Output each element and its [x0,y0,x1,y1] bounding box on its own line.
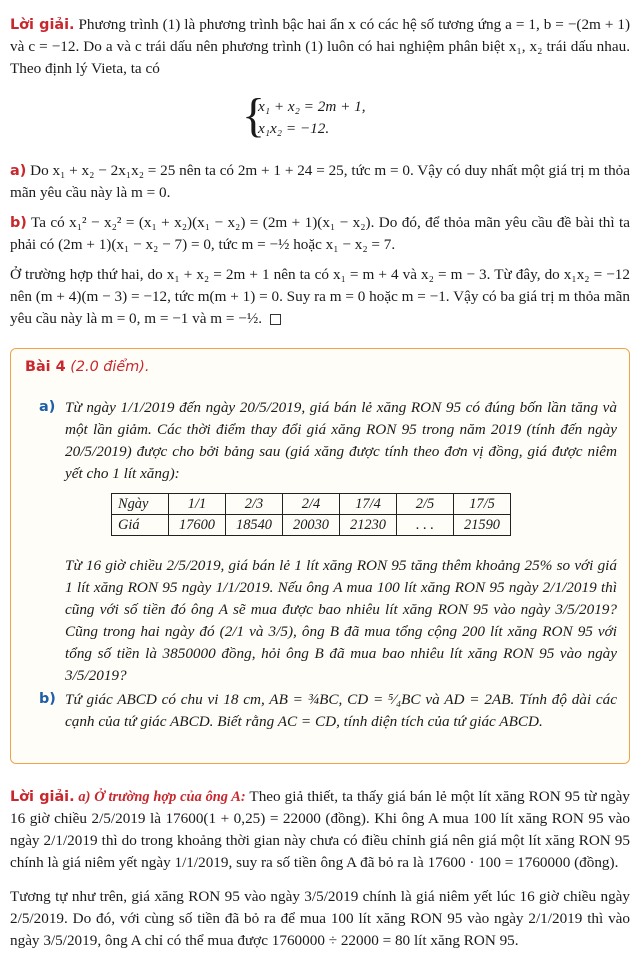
part-b-lead: b) [10,215,27,231]
problem-box [10,348,630,764]
problem-title [25,359,150,375]
table-cell: 17/5 [454,494,511,515]
solution-text: Theo giả thiết, ta thấy giá bán lẻ một lít xăng RON 95 từ ngày 16 giờ chiều 2/5/2019 là 17600(1 + 0,25) = 22000 (đồng). Khi ông A mua 100 lít xăng RON 95 vào ngày 2/1/2019 thì do trong khoảng thời gian này chưa có điều chỉnh giá nên giá một lít xăng RON 95 chính là giá niêm yết ngày 1/1/2019, suy ra số tiền ông A đã bỏ ra là 17600 · 100 = 1760000 (đồng). [10,788,630,871]
table-cell: . . . [397,515,454,536]
table-cell: 2/5 [397,494,454,515]
part-b-text: Ta có x₁² − x₂² = (x₁ + x₂)(x₁ − x₂) = (2m + 1)(x₁ − x₂). Do đó, để thỏa mãn yêu cầu đề bài thì ta phải có (2m + 1)(x₁ − x₂ − 7) = 0, tức m = −½ hoặc x₁ − x₂ = 7. [10,214,630,253]
table-cell: 18540 [226,515,283,536]
item-b-label: b) [39,691,56,707]
solution-text-2: Tương tự như trên, giá xăng RON 95 vào ngày 3/5/2019 chính là giá niêm yết lúc 16 giờ chiều ngày 2/5/2019. Do đó, với cùng số tiền đã bỏ ra để mua 100 lít xăng RON 95 vào ngày 2/1/2019 thì vào ngày 3/5/2019, ông A chỉ có thể mua được 1760000 ÷ 22000 = 80 lít xăng RON 95. [10,888,630,949]
table-cell: 17/4 [340,494,397,515]
system-brace: { [242,89,266,142]
table-cell: 2/4 [283,494,340,515]
table-cell: 1/1 [169,494,226,515]
table-cell: Ngày [112,494,169,515]
part-a-lead: a) [10,163,27,179]
table-row [112,494,511,515]
table-cell: 21590 [454,515,511,536]
table-row [112,515,511,536]
vieta-system [242,89,502,142]
intro-paragraph [10,14,630,80]
table-cell: Giá [112,515,169,536]
table-cell: 21230 [340,515,397,536]
qed-square-icon [270,314,281,325]
part-b-paragraph [10,212,630,256]
solution-lead: Lời giải. [10,789,75,805]
case2-text: Ở trường hợp thứ hai, do x₁ + x₂ = 2m + 1 nên ta có x₁ = m + 4 và x₂ = m − 3. Từ đây, do x₁x₂ = −12 nên (m + 4)(m − 3) = −12, tức m(m + 1) = 0. Suy ra m = 0 hoặc m = −1. Vậy có ba giá trị m thỏa mãn yêu cầu này là m = 0, m = −1 và m = −½. [10,266,630,327]
item-a-text-2: Từ 16 giờ chiều 2/5/2019, giá bán lẻ 1 lít xăng RON 95 tăng thêm khoảng 25% so với giá 1 lít xăng RON 95 ngày 1/1/2019. Nếu ông A mua 100 lít xăng RON 95 ngày 2/1/2019 thì cũng với số tiền đó ông A sẽ mua được bao nhiêu lít xăng RON 95 vào ngày 3/5/2019? Cũng trong hai ngày đó (2/1 và 3/5), ông B đã mua tổng cộng 200 lít xăng RON 95 với tổng số tiền là 3850000 đồng, hỏi ông B đã mua bao nhiêu lít xăng RON 95 vào ngày 3/5/2019? [65,557,617,684]
item-a-text: Từ ngày 1/1/2019 đến ngày 20/5/2019, giá bán lẻ xăng RON 95 có đúng bốn lần tăng và một lần giảm. Các thời điểm thay đổi giá xăng RON 95 trong năm 2019 (tính đến ngày 20/5/2019) được cho bởi bảng sau (giá xăng được tính theo đơn vị đồng, giá được niêm yết cho 1 lít xăng): [65,399,617,482]
intro-text: Phương trình (1) là phương trình bậc hai ẩn x có các hệ số tương ứng a = 1, b = −(2m + 1) và c = −12. Do a và c trái dấu nên phương trình (1) luôn có hai nghiệm phân biệt x₁, x₂ trái dấu nhau. Theo định lý Vieta, ta có [10,16,631,77]
solution-lead: Lời giải. [10,17,75,33]
price-table [111,493,511,536]
table-cell: 17600 [169,515,226,536]
part-a-paragraph [10,160,630,204]
case2-paragraph [10,264,630,330]
solution-paragraph-2 [10,886,630,952]
system-line-2: x₁x₂ = −12. [258,120,330,137]
problem-number: Bài 4 [25,359,66,375]
item-b-text: Tứ giác ABCD có chu vi 18 cm, AB = ¾BC, CD = ⁵⁄₄BC và AD = 2AB. Tính độ dài các cạnh của tứ giác ABCD. Biết rằng AC = CD, tính diện tích của tứ giác ABCD. [65,691,617,730]
solution-paragraph [10,786,630,874]
table-cell: 20030 [283,515,340,536]
system-line-1: x₁ + x₂ = 2m + 1, [258,98,366,115]
item-a-label: a) [39,399,56,415]
solution-subheading: a) Ở trường hợp của ông A: [74,789,246,805]
part-a-text: Do x₁ + x₂ − 2x₁x₂ = 25 nên ta có 2m + 1 + 24 = 25, tức m = 0. Vậy có duy nhất một giá trị m thỏa mãn yêu cầu này là m = 0. [10,162,630,201]
problem-points: (2.0 điểm). [70,359,150,375]
table-cell: 2/3 [226,494,283,515]
